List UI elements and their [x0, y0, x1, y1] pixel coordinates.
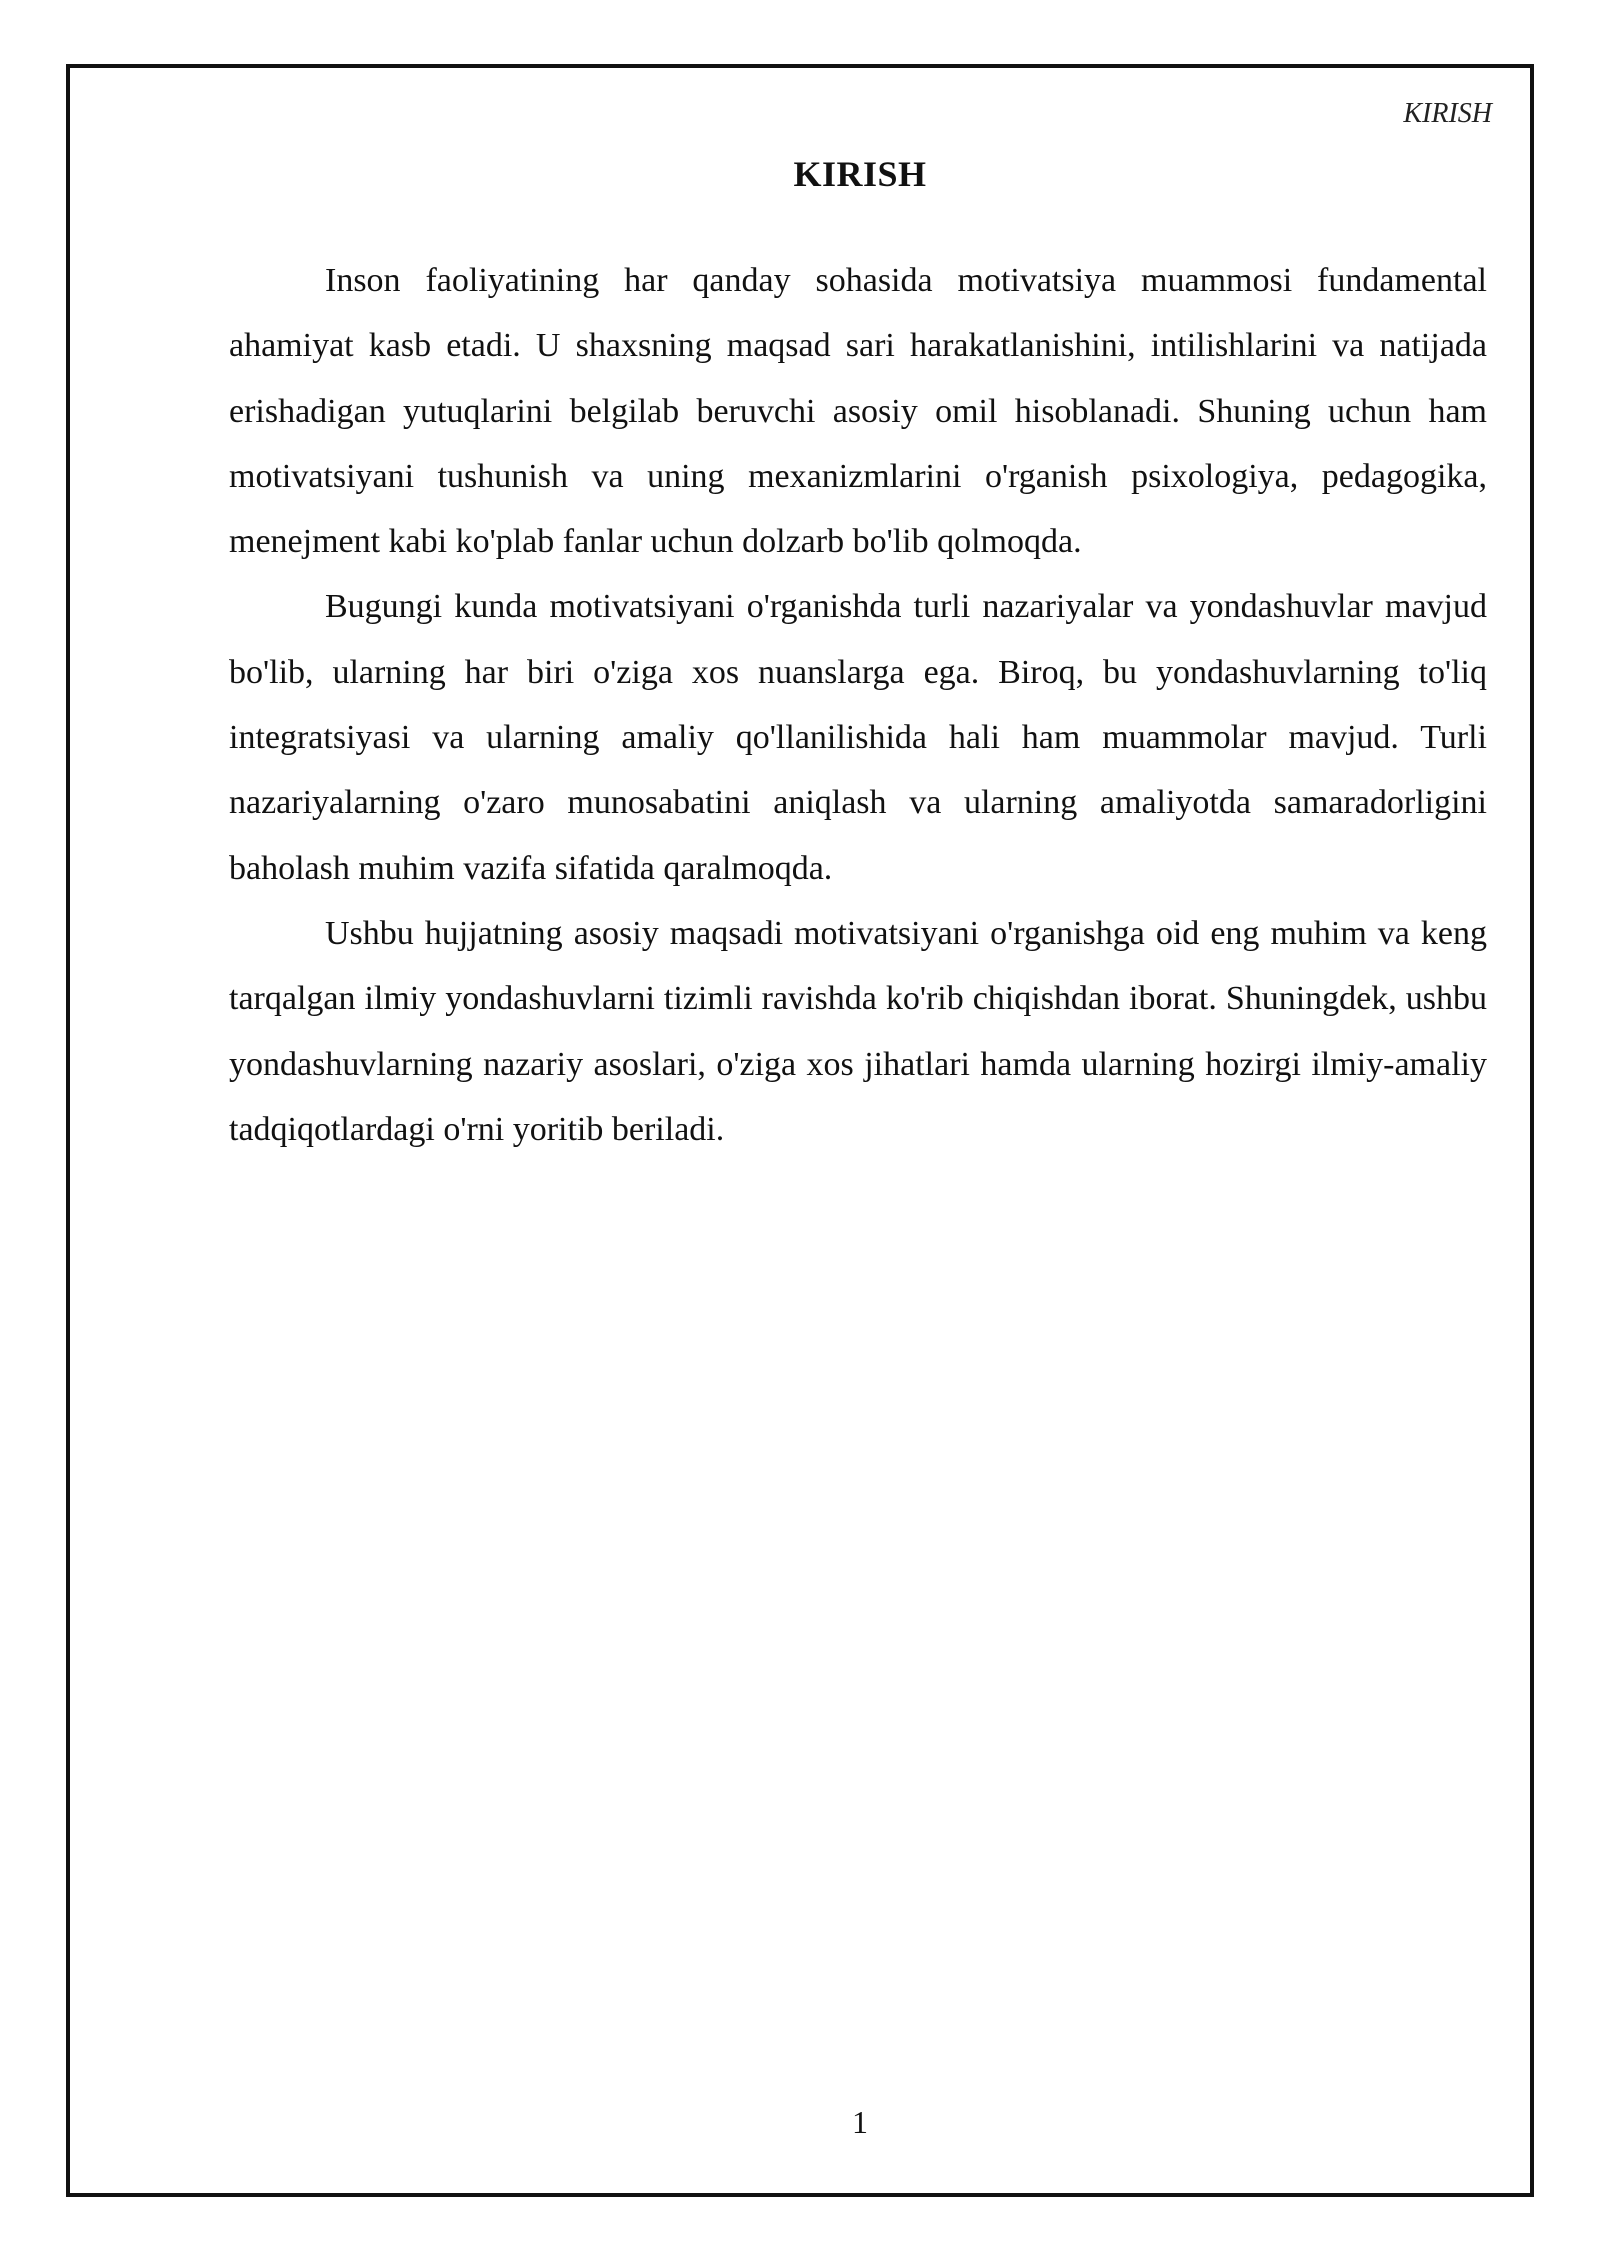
paragraph-2: Bugungi kunda motivatsiyani o'rganishda turli nazariyalar va yondashuvlar mavjud bo'lib, ularning har biri o'ziga xos nuanslarga ega. Biroq, bu yondashuvlarning to'liq integratsiyasi va ularning amaliy qo'llanilishida hali ham muammolar mavjud. Turli nazariyalarning o'zaro munosabatini aniqlash va ularning amaliyotda samaradorligini baholash muhim vazifa sifatida qaralmoqda. [229, 588, 1487, 887]
paragraph-3: Ushbu hujjatning asosiy maqsadi motivatsiyani o'rganishga oid eng muhim va keng tarqalgan ilmiy yondashuvlarni tizimli ravishda ko'rib chiqishdan iborat. Shuningdek, ushbu yondashuvlarning nazariy asoslari, o'ziga xos jihatlari hamda ularning hozirgi ilmiy-amaliy tadqiqotlardagi o'rni yoritib beriladi. [229, 914, 1487, 1148]
paragraph-1: Inson faoliyatining har qanday sohasida motivatsiya muammosi fundamental ahamiyat kasb etadi. U shaxsning maqsad sari harakatlanishini, intilishlarini va natijada erishadigan yutuqlarini belgilab beruvchi asosiy omil hisoblanadi. Shuning uchun ham motivatsiyani tushunish va uning mexanizmlarini o'rganish psixologiya, pedagogika, menejment kabi ko'plab fanlar uchun dolzarb bo'lib qolmoqda. [229, 262, 1487, 561]
body-text [229, 248, 1487, 1162]
page-title: KIRISH [793, 154, 927, 194]
page-number: 1 [852, 2104, 868, 2140]
running-header: KIRISH [1403, 98, 1492, 129]
